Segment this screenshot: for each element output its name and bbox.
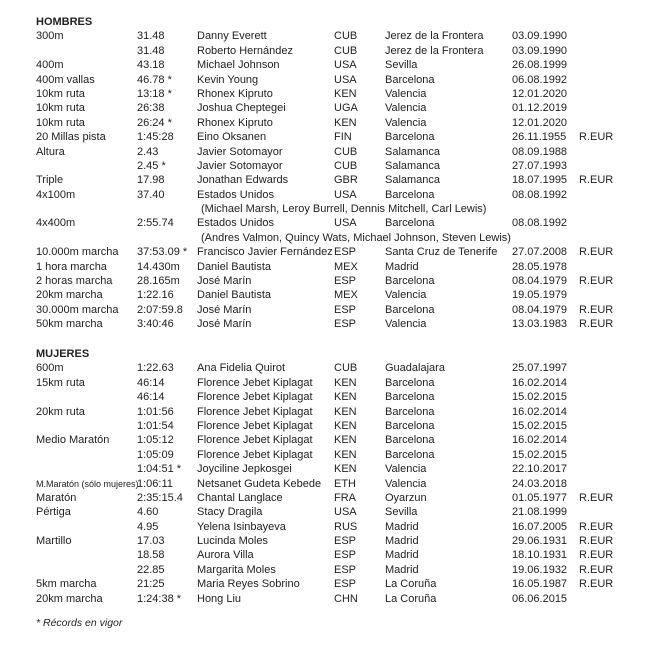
record-row <box>36 101 636 115</box>
record-row <box>36 448 636 462</box>
record-row <box>36 173 636 187</box>
venue-city: Barcelona <box>385 391 435 404</box>
record-mark: 17.03 <box>137 535 165 548</box>
record-mark: 1:05:12 <box>137 434 174 447</box>
record-mark: 43.18 <box>137 59 165 72</box>
european-record-flag: R.EUR <box>579 275 614 288</box>
record-date: 18.07.1995 <box>512 174 568 187</box>
athlete-name: Hong Liu <box>197 592 242 605</box>
event-name: 10km ruta <box>36 116 85 129</box>
record-date: 15.02.2015 <box>512 419 568 432</box>
athlete-name: Daniel Bautista <box>197 289 271 302</box>
athlete-name: Florence Jebet Kiplagat <box>197 391 313 404</box>
country-code: CUB <box>334 145 358 158</box>
record-date: 27.07.2008 <box>512 246 568 259</box>
country-code: KEN <box>334 434 357 447</box>
athlete-name: Rhonex Kipruto <box>197 87 273 100</box>
athlete-name: Stacy Dragila <box>197 506 263 519</box>
record-row <box>36 29 636 43</box>
record-mark: 2:55.74 <box>137 217 174 230</box>
european-record-flag: R.EUR <box>579 303 614 316</box>
athlete-name: Estados Unidos <box>197 217 275 230</box>
country-code: CUB <box>334 362 358 375</box>
country-code: CUB <box>334 44 358 57</box>
athlete-name: Jonathan Edwards <box>197 174 289 187</box>
venue-city: Barcelona <box>385 434 435 447</box>
athlete-name: Florence Jebet Kiplagat <box>197 376 313 389</box>
venue-city: Madrid <box>385 549 419 562</box>
record-row <box>36 231 636 245</box>
athlete-name: Chantal Langlace <box>197 491 283 504</box>
event-name: 10km ruta <box>36 87 85 100</box>
country-code: CUB <box>334 159 358 172</box>
venue-city: Oyarzun <box>385 491 427 504</box>
athlete-name: José Marín <box>197 275 252 288</box>
country-code: USA <box>334 73 357 86</box>
venue-city: Sevilla <box>385 59 418 72</box>
event-name: 10km ruta <box>36 102 85 115</box>
european-record-flag: R.EUR <box>579 131 614 144</box>
country-code: KEN <box>334 448 357 461</box>
country-code: ESP <box>334 275 357 288</box>
record-row <box>36 303 636 317</box>
event-name: Maratón <box>36 491 77 504</box>
athlete-name: Maria Reyes Sobrino <box>197 578 300 591</box>
record-date: 26.08.1999 <box>512 59 568 72</box>
event-name: 1 hora marcha <box>36 260 107 273</box>
country-code: USA <box>334 217 357 230</box>
venue-city: Guadalajara <box>385 362 445 375</box>
athlete-name: Florence Jebet Kiplagat <box>197 405 313 418</box>
event-name: 30.000m marcha <box>36 303 119 316</box>
record-row <box>36 260 636 274</box>
country-code: GBR <box>334 174 358 187</box>
record-mark: 1:45:28 <box>137 131 174 144</box>
record-mark: 18.58 <box>137 549 165 562</box>
record-mark: 4.60 <box>137 506 159 519</box>
men-section-title: HOMBRES <box>36 16 93 28</box>
men-records-section <box>36 15 636 332</box>
women-records-section <box>36 347 636 606</box>
record-mark: 46.78 * <box>137 73 172 86</box>
venue-city: Valencia <box>385 289 427 302</box>
country-code: KEN <box>334 87 357 100</box>
athlete-name: Joshua Cheptegei <box>197 102 286 115</box>
record-row <box>36 462 636 476</box>
record-mark: 1:04:51 * <box>137 463 182 476</box>
record-date: 26.11.1955 <box>512 131 567 144</box>
athlete-name: José Marín <box>197 303 252 316</box>
athlete-name: Aurora Villa <box>197 549 254 562</box>
venue-city: Sevilla <box>385 506 418 519</box>
record-mark: 2:07:59.8 <box>137 303 183 316</box>
venue-city: Salamanca <box>385 159 441 172</box>
relay-team-members: (Michael Marsh, Leroy Burrell, Dennis Mitchell, Carl Lewis) <box>201 203 487 216</box>
record-mark: 46:14 <box>137 376 165 389</box>
record-mark: 17.98 <box>137 174 165 187</box>
venue-city: Barcelona <box>385 73 435 86</box>
athlete-name: Rhonex Kipruto <box>197 116 273 129</box>
record-date: 19.05.1979 <box>512 289 568 302</box>
record-mark: 1:05:09 <box>137 448 174 461</box>
event-name: Pértiga <box>36 506 71 519</box>
venue-city: Salamanca <box>385 145 441 158</box>
venue-city: Madrid <box>385 535 419 548</box>
record-mark: 1:22.63 <box>137 362 174 375</box>
country-code: UGA <box>334 102 358 115</box>
record-row <box>36 548 636 562</box>
record-date: 03.09.1990 <box>512 44 568 57</box>
record-row <box>36 376 636 390</box>
record-date: 19.06.1932 <box>512 563 568 576</box>
record-row <box>36 87 636 101</box>
event-name: 300m <box>36 30 64 43</box>
record-date: 08.04.1979 <box>512 303 568 316</box>
record-row <box>36 44 636 58</box>
record-mark: 2.45 * <box>137 159 166 172</box>
venue-city: Madrid <box>385 260 419 273</box>
record-mark: 4.95 <box>137 520 159 533</box>
record-row <box>36 563 636 577</box>
record-date: 01.05.1977 <box>512 491 568 504</box>
record-date: 16.02.2014 <box>512 405 568 418</box>
record-row <box>36 159 636 173</box>
athlete-name: Florence Jebet Kiplagat <box>197 448 313 461</box>
venue-city: Barcelona <box>385 376 435 389</box>
athlete-name: Danny Everett <box>197 30 267 43</box>
record-date: 12.01.2020 <box>512 87 568 100</box>
athlete-name: Javier Sotomayor <box>197 145 283 158</box>
record-mark: 28.165m <box>137 275 180 288</box>
men-records-table <box>36 29 636 331</box>
venue-city: Barcelona <box>385 275 435 288</box>
event-name: 20 Millas pista <box>36 131 106 144</box>
record-row <box>36 130 636 144</box>
european-record-flag: R.EUR <box>579 246 614 259</box>
record-date: 03.09.1990 <box>512 30 568 43</box>
country-code: KEN <box>334 116 357 129</box>
country-code: KEN <box>334 391 357 404</box>
european-record-flag: R.EUR <box>579 563 614 576</box>
athlete-name: Margarita Moles <box>197 563 276 576</box>
record-mark: 37:53.09 * <box>137 246 188 259</box>
record-date: 24.03.2018 <box>512 477 568 490</box>
record-date: 15.02.2015 <box>512 391 568 404</box>
country-code: CUB <box>334 30 358 43</box>
venue-city: Jerez de la Frontera <box>385 30 484 43</box>
country-code: FIN <box>334 131 352 144</box>
record-mark: 2.43 <box>137 145 159 158</box>
venue-city: Barcelona <box>385 188 435 201</box>
women-records-table <box>36 361 636 606</box>
record-row <box>36 73 636 87</box>
venue-city: Barcelona <box>385 448 435 461</box>
record-mark: 21:25 <box>137 578 165 591</box>
record-row <box>36 433 636 447</box>
record-mark: 1:06:11 <box>137 477 173 490</box>
event-name: 20km marcha <box>36 289 103 302</box>
venue-city: Jerez de la Frontera <box>385 44 484 57</box>
country-code: ESP <box>334 246 357 259</box>
venue-city: Valencia <box>385 477 427 490</box>
record-mark: 1:01:54 <box>137 419 174 432</box>
country-code: USA <box>334 188 357 201</box>
event-name: 400m vallas <box>36 73 95 86</box>
venue-city: Valencia <box>385 318 427 331</box>
country-code: KEN <box>334 419 357 432</box>
record-date: 08.08.1992 <box>512 188 568 201</box>
athlete-name: José Marín <box>197 318 252 331</box>
record-row <box>36 317 636 331</box>
country-code: MEX <box>334 260 358 273</box>
athlete-name: Florence Jebet Kiplagat <box>197 434 313 447</box>
venue-city: Salamanca <box>385 174 441 187</box>
record-mark: 13:18 * <box>137 87 172 100</box>
record-date: 08.08.1992 <box>512 217 568 230</box>
country-code: KEN <box>334 376 357 389</box>
record-date: 12.01.2020 <box>512 116 568 129</box>
record-row <box>36 477 636 491</box>
athlete-name: Florence Jebet Kiplagat <box>197 419 313 432</box>
country-code: ESP <box>334 535 357 548</box>
footnote: * Récords en vigor <box>36 617 123 629</box>
record-mark: 31.48 <box>137 30 165 43</box>
event-name: 50km marcha <box>36 318 103 331</box>
record-row <box>36 245 636 259</box>
country-code: ESP <box>334 549 357 562</box>
record-mark: 26:38 <box>137 102 165 115</box>
record-date: 16.07.2005 <box>512 520 568 533</box>
athlete-name: Joyciline Jepkosgei <box>197 463 292 476</box>
venue-city: Barcelona <box>385 419 435 432</box>
country-code: ESP <box>334 578 357 591</box>
european-record-flag: R.EUR <box>579 549 614 562</box>
venue-city: Valencia <box>385 116 427 129</box>
athlete-name: Lucinda Moles <box>197 535 268 548</box>
venue-city: Barcelona <box>385 131 435 144</box>
athlete-name: Francisco Javier Fernández <box>197 246 333 259</box>
country-code: USA <box>334 59 357 72</box>
record-row <box>36 505 636 519</box>
country-code: ESP <box>334 303 357 316</box>
venue-city: Valencia <box>385 87 427 100</box>
record-mark: 37.40 <box>137 188 165 201</box>
record-date: 21.08.1999 <box>512 506 568 519</box>
event-name: 2 horas marcha <box>36 275 113 288</box>
event-name: Medio Maratón <box>36 434 110 447</box>
athlete-name: Netsanet Gudeta Kebede <box>197 477 322 490</box>
event-name: 4x100m <box>36 188 76 201</box>
venue-city: Barcelona <box>385 303 435 316</box>
record-mark: 46:14 <box>137 391 165 404</box>
athlete-name: Javier Sotomayor <box>197 159 283 172</box>
event-name: 20km ruta <box>36 405 85 418</box>
venue-city: La Coruña <box>385 592 437 605</box>
athlete-name: Eino Oksanen <box>197 131 267 144</box>
record-date: 08.04.1979 <box>512 275 568 288</box>
record-row <box>36 390 636 404</box>
venue-city: Barcelona <box>385 217 435 230</box>
record-row <box>36 58 636 72</box>
athlete-name: Yelena Isinbayeva <box>197 520 286 533</box>
record-mark: 1:01:56 <box>137 405 174 418</box>
record-row <box>36 188 636 202</box>
athlete-name: Estados Unidos <box>197 188 275 201</box>
record-date: 18.10.1931 <box>512 549 568 562</box>
record-date: 22.10.2017 <box>512 463 568 476</box>
record-mark: 22.85 <box>137 563 165 576</box>
record-mark: 31.48 <box>137 44 165 57</box>
european-record-flag: R.EUR <box>579 578 614 591</box>
country-code: KEN <box>334 405 357 418</box>
record-date: 06.08.1992 <box>512 73 568 86</box>
country-code: MEX <box>334 289 358 302</box>
event-name: Triple <box>36 174 64 187</box>
european-record-flag: R.EUR <box>579 535 614 548</box>
record-row <box>36 592 636 606</box>
record-row <box>36 577 636 591</box>
european-record-flag: R.EUR <box>579 520 614 533</box>
athlete-name: Roberto Hernández <box>197 44 294 57</box>
venue-city: La Coruña <box>385 578 437 591</box>
record-mark: 1:22.16 <box>137 289 174 302</box>
event-name: 600m <box>36 362 64 375</box>
country-code: ESP <box>334 563 357 576</box>
record-date: 25.07.1997 <box>512 362 568 375</box>
country-code: CHN <box>334 592 358 605</box>
european-record-flag: R.EUR <box>579 174 614 187</box>
athlete-name: Ana Fidelia Quirot <box>197 362 286 375</box>
record-row <box>36 405 636 419</box>
relay-team-members: (Andres Valmon, Quincy Wats, Michael Johnson, Steven Lewis) <box>201 231 511 244</box>
record-date: 16.02.2014 <box>512 434 568 447</box>
record-date: 01.12.2019 <box>512 102 568 115</box>
record-mark: 3:40:46 <box>137 318 174 331</box>
venue-city: Barcelona <box>385 405 435 418</box>
event-name: 10.000m marcha <box>36 246 119 259</box>
record-row <box>36 288 636 302</box>
record-date: 15.02.2015 <box>512 448 568 461</box>
record-row <box>36 534 636 548</box>
record-date: 13.03.1983 <box>512 318 568 331</box>
event-name: 400m <box>36 59 64 72</box>
record-row <box>36 491 636 505</box>
record-row <box>36 419 636 433</box>
country-code: ETH <box>334 477 356 490</box>
record-mark: 14.430m <box>137 260 180 273</box>
venue-city: Valencia <box>385 102 427 115</box>
country-code: RUS <box>334 520 358 533</box>
record-date: 29.06.1931 <box>512 535 568 548</box>
record-date: 16.02.2014 <box>512 376 568 389</box>
venue-city: Valencia <box>385 463 427 476</box>
athlete-name: Kevin Young <box>197 73 259 86</box>
record-row <box>36 274 636 288</box>
event-name: 15km ruta <box>36 376 85 389</box>
record-row <box>36 216 636 230</box>
athlete-name: Daniel Bautista <box>197 260 271 273</box>
record-mark: 1:24:38 * <box>137 592 182 605</box>
record-mark: 2:35:15.4 <box>137 491 183 504</box>
record-date: 06.06.2015 <box>512 592 568 605</box>
country-code: KEN <box>334 463 357 476</box>
event-name: 4x400m <box>36 217 76 230</box>
record-row <box>36 520 636 534</box>
venue-city: Madrid <box>385 563 419 576</box>
record-date: 28.05.1978 <box>512 260 568 273</box>
event-name: 5km marcha <box>36 578 97 591</box>
record-mark: 26:24 * <box>137 116 172 129</box>
event-name: 20km marcha <box>36 592 103 605</box>
event-name: Martillo <box>36 535 72 548</box>
european-record-flag: R.EUR <box>579 491 614 504</box>
record-date: 16.05.1987 <box>512 578 568 591</box>
record-row <box>36 361 636 375</box>
record-date: 08.09.1988 <box>512 145 568 158</box>
event-name: Altura <box>36 145 65 158</box>
record-row <box>36 145 636 159</box>
women-section-title: MUJERES <box>36 348 90 360</box>
record-date: 27.07.1993 <box>512 159 568 172</box>
country-code: FRA <box>334 491 356 504</box>
european-record-flag: R.EUR <box>579 318 614 331</box>
record-row <box>36 202 636 216</box>
record-row <box>36 116 636 130</box>
venue-city: Santa Cruz de Tenerife <box>385 246 498 259</box>
country-code: ESP <box>334 318 357 331</box>
athlete-name: Michael Johnson <box>197 59 280 72</box>
venue-city: Madrid <box>385 520 419 533</box>
event-name: M.Maratón (sólo mujeres) <box>36 478 139 489</box>
country-code: USA <box>334 506 357 519</box>
